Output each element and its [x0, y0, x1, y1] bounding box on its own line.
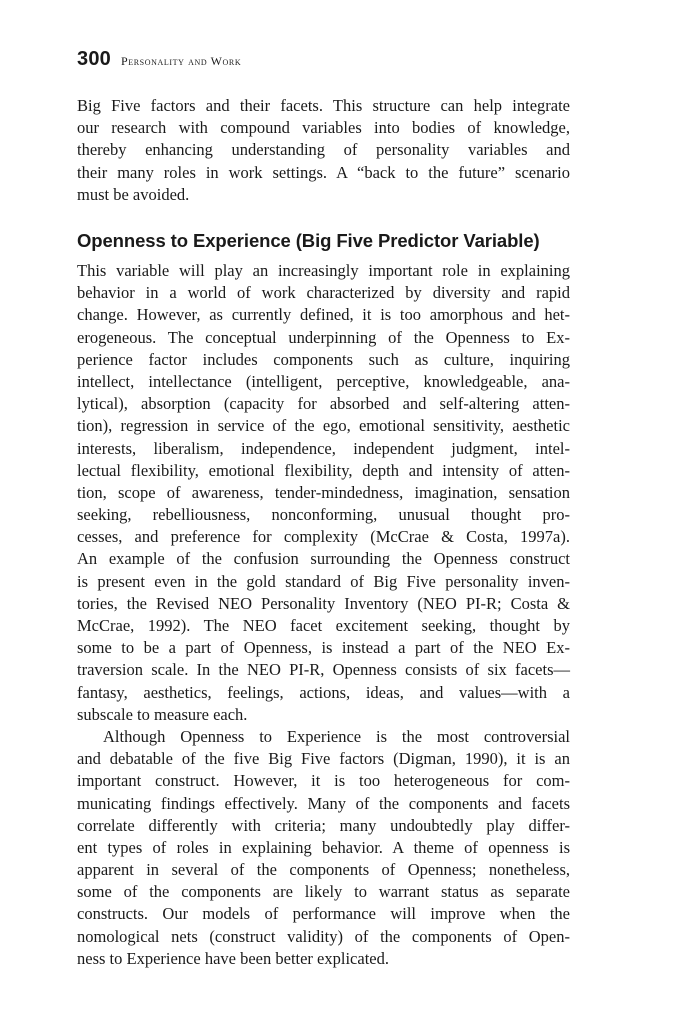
- text-line: tion), regression in service of the ego, emotional sensitivity, aesthetic: [77, 416, 570, 436]
- text-line: must be avoided.: [77, 184, 190, 204]
- text-line: fantasy, aesthetics, feelings, actions, ideas, and values—with a: [77, 682, 570, 702]
- text-line: traversion scale. In the NEO PI-R, Openness consists of six facets—: [77, 660, 570, 680]
- text-line: intellect, intellectance (intelligent, perceptive, knowledgeable, ana-: [77, 371, 570, 391]
- text-line: Although Openness to Experience is the most controversial: [103, 726, 570, 746]
- text-line: thereby enhancing understanding of personality variables and: [77, 140, 570, 160]
- text-line: constructs. Our models of performance will improve when the: [77, 904, 570, 924]
- text-line: municating findings effectively. Many of the components and facets: [77, 793, 570, 813]
- text-line: erogeneous. The conceptual underpinning of the Openness to Ex-: [77, 327, 570, 347]
- running-title: Personality and Work: [120, 54, 242, 68]
- text-line: lectual flexibility, emotional flexibility, depth and intensity of atten-: [77, 460, 570, 480]
- text-line: is present even in the gold standard of Big Five personality inven-: [77, 571, 570, 591]
- text-line: cesses, and preference for complexity (McCrae & Costa, 1997a).: [77, 527, 570, 547]
- text-line: some of the components are likely to warrant status as separate: [77, 882, 570, 902]
- text-line: tories, the Revised NEO Personality Inventory (NEO PI-R; Costa &: [77, 593, 570, 613]
- text-line: ent types of roles in explaining behavior. A theme of openness is: [77, 837, 570, 857]
- text-line: behavior in a world of work characterized by diversity and rapid: [77, 283, 570, 303]
- page-number: 300: [77, 48, 111, 70]
- text-line: perience factor includes components such as culture, inquiring: [77, 349, 570, 369]
- text-line: some to be a part of Openness, is instead a part of the NEO Ex-: [77, 638, 570, 658]
- paragraph-2: [77, 726, 570, 970]
- body-text: [77, 260, 570, 970]
- text-line: change. However, as currently defined, it is too amorphous and het-: [77, 305, 570, 325]
- text-line: subscale to measure each.: [77, 704, 248, 724]
- running-head: [77, 48, 241, 71]
- text-line: ness to Experience have been better explicated.: [77, 948, 389, 968]
- text-line: their many roles in work settings. A “back to the future” scenario: [77, 162, 570, 182]
- text-line: tion, scope of awareness, tender-mindedness, imagination, sensation: [77, 482, 570, 502]
- text-line: and debatable of the five Big Five factors (Digman, 1990), it is an: [77, 749, 570, 769]
- text-line: important construct. However, it is too heterogeneous for com-: [77, 771, 570, 791]
- text-line: correlate differently with criteria; many undoubtedly play differ-: [77, 815, 570, 835]
- intro-paragraph: [77, 95, 570, 206]
- text-line: McCrae, 1992). The NEO facet excitement seeking, thought by: [77, 616, 570, 635]
- text-line: This variable will play an increasingly important role in explaining: [77, 261, 570, 280]
- paragraph-1: [77, 260, 570, 726]
- text-line: seeking, rebelliousness, nonconforming, unusual thought pro-: [77, 505, 570, 525]
- text-line: apparent in several of the components of Openness; nonetheless,: [77, 860, 570, 880]
- section-heading: Openness to Experience (Big Five Predictor Variable): [77, 230, 540, 251]
- text-line: lytical), absorption (capacity for absorbed and self-altering atten-: [77, 394, 570, 414]
- text-line: nomological nets (construct validity) of the components of Open-: [77, 926, 570, 946]
- text-line: interests, liberalism, independence, independent judgment, intel-: [77, 438, 570, 458]
- text-line: An example of the confusion surrounding the Openness construct: [77, 549, 570, 569]
- text-line: Big Five factors and their facets. This structure can help integrate: [77, 96, 570, 115]
- text-line: our research with compound variables into bodies of knowledge,: [77, 118, 570, 138]
